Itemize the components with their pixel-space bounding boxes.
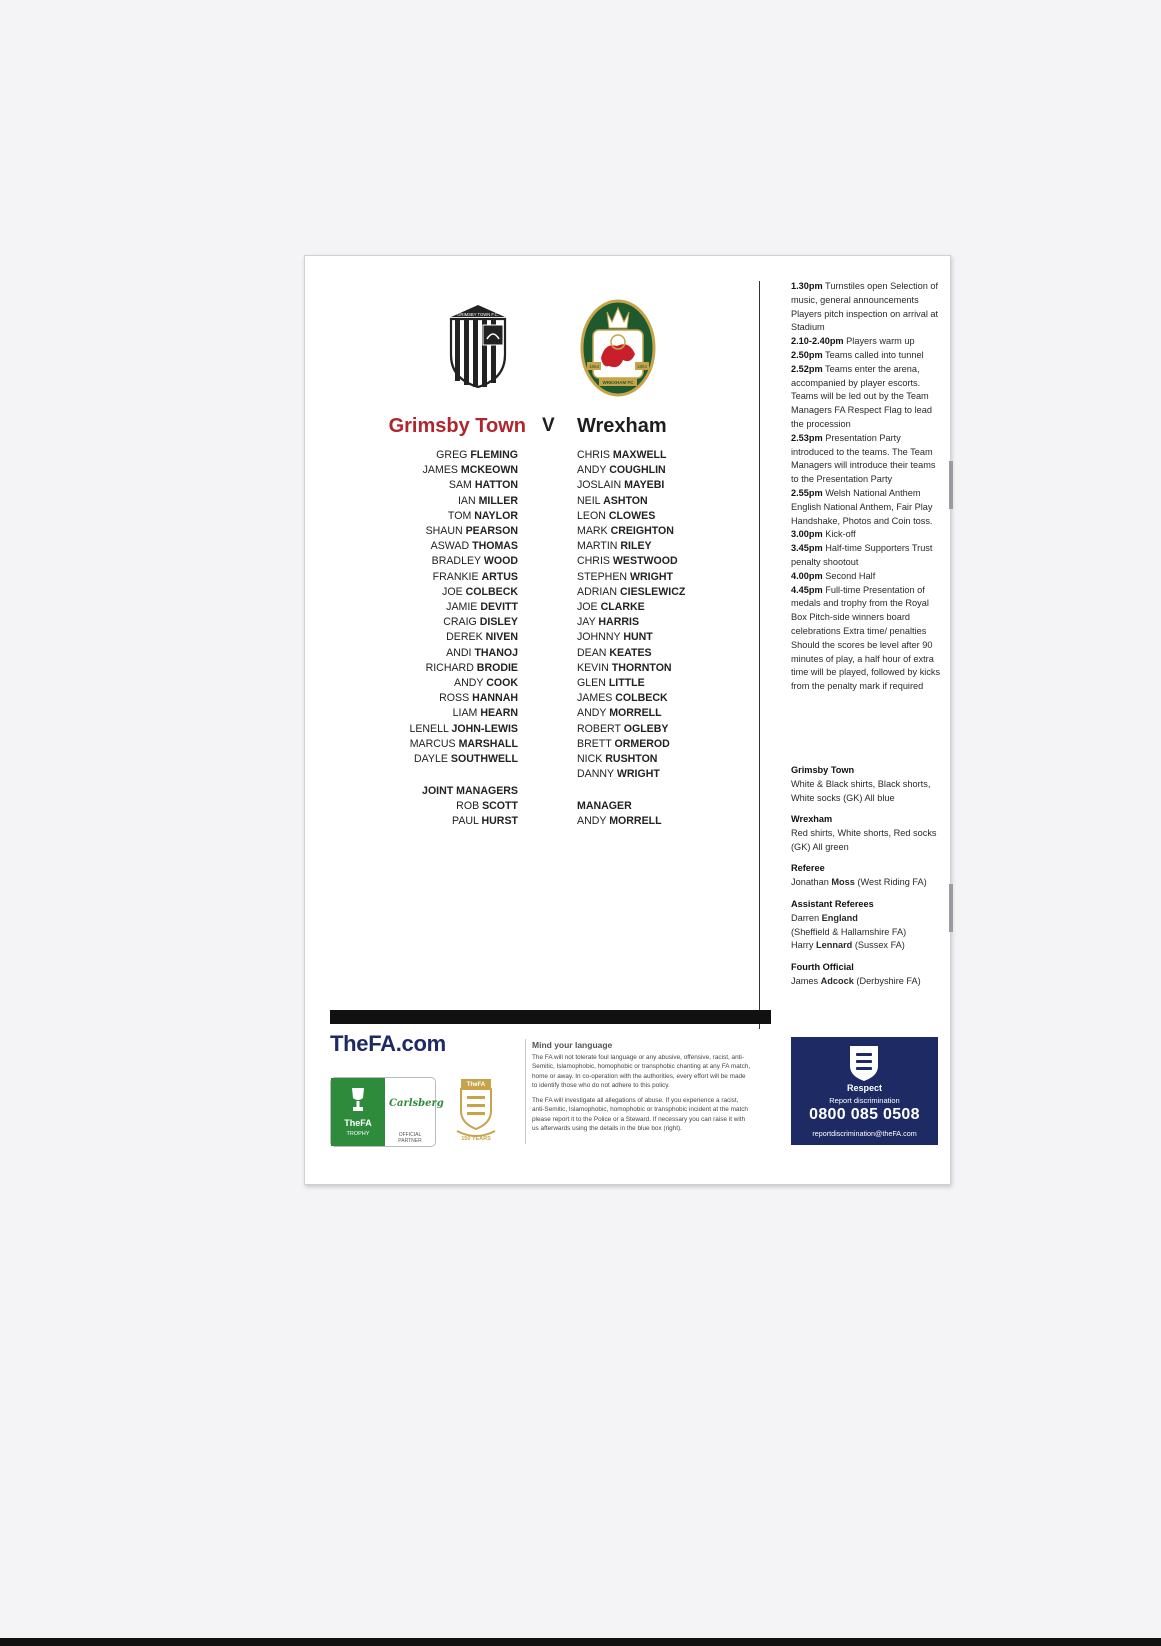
schedule-text: Full-time Presentation of medals and trophy from the Royal Box Pitch-side winners board celebrations Extra time/ penalties Should the scores be level after 90 minutes of play, a half hour of extra time will be played, followed by kicks from the penalty mark if required [791, 584, 941, 692]
assistant-referees-info [791, 898, 941, 953]
carlsberg-logo: Carlsberg [389, 1098, 444, 1109]
thefa-website: TheFA.com [330, 1031, 446, 1056]
schedule-text: Players warm up [843, 336, 915, 347]
player-first-name: JOE [577, 601, 598, 614]
player-last-name: FLEMING [470, 449, 518, 461]
player-row [577, 737, 685, 752]
player-last-name: NIVEN [485, 631, 518, 644]
player-last-name: RUSHTON [605, 753, 658, 766]
referee-heading: Referee [791, 863, 825, 873]
schedule-time: 2.55pm [791, 487, 823, 498]
england-three-lions-icon [848, 1044, 880, 1082]
wrexham-crest-text: WREXHAM FC [602, 380, 634, 385]
home-management [422, 784, 518, 830]
player-first-name: IAN [457, 494, 476, 507]
player-first-name: JAY [577, 616, 596, 629]
player-last-name: COUGHLIN [609, 464, 666, 477]
match-headline [305, 415, 745, 443]
respect-title: Respect [846, 1083, 882, 1093]
referee-county: (West Riding FA) [854, 876, 927, 887]
player-row [409, 691, 518, 706]
player-first-name: BRETT [577, 737, 612, 750]
schedule-item [791, 280, 941, 335]
fourth-last-name: Adcock [820, 975, 854, 986]
fa150-top-label: TheFA [466, 1082, 486, 1088]
staple-mark [949, 461, 953, 509]
wrexham-crest-logo [579, 298, 657, 398]
home-kit [791, 764, 941, 805]
manager-row [422, 799, 518, 814]
schedule-item [791, 432, 941, 487]
schedule-item [791, 349, 941, 363]
fa150-years-label: 150 YEARS [461, 1136, 491, 1142]
schedule-text: Presentation Party introduced to the teams. The Team Managers will introduce their teams to the Presentation Party [791, 432, 936, 485]
black-divider-bar [330, 1010, 771, 1024]
player-first-name: DANNY [577, 768, 614, 781]
player-row [577, 767, 685, 782]
fourth-official-line [791, 975, 941, 989]
player-first-name: JOE [442, 585, 463, 598]
grimsby-crest-text: GRIMSBY TOWN F.C. [457, 312, 499, 317]
player-row [577, 524, 685, 539]
grimsby-crest-logo [447, 303, 509, 389]
player-row [577, 448, 685, 463]
player-row [409, 646, 518, 661]
schedule-item [791, 335, 941, 349]
player-row [409, 676, 518, 691]
player-first-name: JAMES [577, 692, 613, 705]
player-first-name: SHAUN [425, 525, 463, 538]
player-last-name: HARRIS [598, 616, 640, 629]
player-first-name: ANDY [454, 677, 484, 690]
player-first-name: JOHNNY [577, 631, 621, 644]
player-last-name: COLBECK [465, 585, 518, 598]
player-row [409, 630, 518, 645]
player-last-name: PEARSON [465, 525, 518, 538]
player-first-name: LENELL [409, 722, 449, 735]
player-first-name: TOM [447, 509, 472, 522]
player-first-name: PAUL [452, 815, 479, 828]
mind-your-language-title: Mind your language [532, 1040, 613, 1050]
player-first-name: ROB [456, 800, 480, 813]
schedule-text: Half-time Supporters Trust penalty shootout [791, 543, 933, 567]
fa-150-years-logo [451, 1077, 501, 1147]
schedule-item [791, 584, 941, 694]
ar2-county: (Sussex FA) [852, 940, 905, 951]
player-row [409, 478, 518, 493]
player-row [409, 570, 518, 585]
fourth-first-name: James [791, 975, 819, 986]
player-first-name: LIAM [452, 707, 478, 720]
schedule-item [791, 363, 941, 432]
player-first-name: ROSS [439, 692, 470, 705]
player-row [577, 478, 685, 493]
player-last-name: NAYLOR [474, 509, 518, 522]
player-first-name: MARCUS [409, 737, 456, 750]
player-first-name: ANDY [577, 707, 607, 720]
player-row [409, 600, 518, 615]
player-row [409, 661, 518, 676]
player-last-name: OGLEBY [623, 722, 669, 735]
player-last-name: CLARKE [600, 601, 645, 614]
mind-your-language-para: The FA will not tolerate foul language or any abusive, offensive, racist, anti-Semitic, Islamophobic, homophobic or transphobic chanting at any FA match, home or away. In co-operation with the authorities, every effort will be made to identify those who do not adhere to this policy. [532, 1053, 751, 1089]
schedule-time: 1.30pm [791, 281, 823, 291]
player-last-name: WRIGHT [630, 570, 673, 583]
ar1-first-name: Darren [791, 912, 820, 923]
home-management-title: JOINT MANAGERS [422, 785, 518, 797]
schedule-item [791, 570, 941, 584]
schedule-time: 4.45pm [791, 584, 823, 595]
versus-label: V [542, 415, 555, 436]
manager-row [422, 814, 518, 829]
player-first-name: CHRIS [577, 449, 610, 461]
player-last-name: ORMEROD [614, 737, 670, 750]
ar2-first-name: Harry [791, 940, 814, 951]
player-first-name: ADRIAN [577, 585, 618, 598]
player-last-name: MCKEOWN [460, 464, 518, 477]
player-row [409, 615, 518, 630]
player-first-name: STEPHEN [577, 570, 628, 583]
fa-trophy-carlsberg-logo [330, 1077, 444, 1147]
player-row [577, 509, 685, 524]
player-first-name: NICK [577, 753, 603, 766]
mind-your-language-para: The FA will investigate all allegations of abuse. If you experience a racist, anti-Semitic, Islamophobic, homophobic or transphobic incident at the match please report it to the Police or a Steward. If necessary you can raise it with us afterwards using the details in the blue box (right). [532, 1096, 748, 1132]
player-last-name: BRODIE [476, 661, 518, 674]
away-team-name: Wrexham [577, 415, 667, 437]
player-first-name: MARTIN [577, 540, 618, 553]
schedule-text: Second Half [822, 570, 876, 581]
schedule-time: 2.10-2.40pm [791, 336, 844, 347]
referee-line [791, 876, 941, 890]
player-first-name: DEREK [446, 631, 483, 644]
player-last-name: MORRELL [609, 707, 662, 720]
player-first-name: BRADLEY [431, 555, 481, 568]
player-last-name: WOOD [483, 555, 518, 568]
home-team-name: Grimsby Town [388, 415, 526, 437]
player-first-name: FRANKIE [432, 570, 479, 583]
player-row [577, 539, 685, 554]
away-kit-heading: Wrexham [791, 814, 833, 824]
referee-info [791, 862, 941, 890]
schedule-text: Turnstiles open Selection of music, general announcements Players pitch inspection on arrival at Stadium [791, 281, 939, 333]
footer-separator [525, 1039, 526, 1144]
player-row [577, 463, 685, 478]
schedule-text: Teams called into tunnel [822, 349, 924, 360]
player-last-name: LITTLE [608, 677, 645, 690]
assistant-referee-line [791, 939, 941, 953]
respect-box [791, 1037, 938, 1145]
player-row [577, 600, 685, 615]
player-row [409, 463, 518, 478]
player-row [577, 661, 685, 676]
player-last-name: HUNT [623, 631, 653, 644]
fourth-county: (Derbyshire FA) [853, 975, 921, 986]
schedule-time: 2.53pm [791, 432, 823, 443]
player-row [577, 646, 685, 661]
wrexham-crest-year: 1864 [588, 364, 600, 369]
column-divider [759, 281, 760, 1029]
player-row [577, 752, 685, 767]
player-row [577, 570, 685, 585]
player-first-name: RICHARD [425, 661, 474, 674]
player-last-name: HATTON [474, 479, 518, 492]
player-first-name: GREG [436, 449, 468, 461]
player-row [409, 524, 518, 539]
player-last-name: ASHTON [603, 494, 648, 507]
player-last-name: DEVITT [480, 601, 518, 614]
player-last-name: HEARN [480, 707, 518, 720]
player-row [409, 539, 518, 554]
player-last-name: CREIGHTON [610, 525, 674, 538]
programme-back-page [304, 255, 951, 1185]
player-row [409, 737, 518, 752]
player-row [409, 706, 518, 721]
schedule-text: Teams enter the arena, accompanied by player escorts. Teams will be led out by the Team Managers FA Respect Flag to lead the procession [791, 363, 932, 429]
away-squad-list [577, 448, 685, 782]
player-last-name: MAYEBI [624, 479, 665, 492]
player-first-name: ASWAD [430, 540, 470, 553]
ar1-last-name: England [821, 912, 858, 923]
schedule-text: Kick-off [822, 529, 856, 540]
player-last-name: DISLEY [479, 616, 518, 629]
referee-last-name: Moss [831, 876, 855, 887]
player-last-name: WRIGHT [616, 768, 660, 781]
player-first-name: ANDY [577, 464, 607, 477]
away-kit-text: Red shirts, White shorts, Red socks (GK) All green [791, 827, 937, 852]
player-row [409, 448, 518, 463]
discrimination-email: reportdiscrimination@theFA.com [812, 1129, 917, 1138]
player-last-name: MARSHALL [458, 737, 518, 750]
manager-row [577, 814, 662, 829]
player-last-name: MORRELL [609, 815, 662, 828]
player-row [577, 494, 685, 509]
staple-mark [949, 884, 953, 932]
player-last-name: WESTWOOD [612, 555, 678, 568]
away-management-title: MANAGER [577, 800, 632, 812]
assistant-referee-county: (Sheffield & Hallamshire FA) [791, 926, 907, 937]
player-row [409, 722, 518, 737]
schedule-item [791, 542, 941, 570]
player-row [577, 630, 685, 645]
schedule-time: 3.00pm [791, 529, 823, 540]
trophy-icon [349, 1086, 367, 1114]
assistant-referee-line [791, 912, 941, 926]
player-first-name: ANDY [577, 815, 607, 828]
schedule-time: 2.50pm [791, 349, 823, 360]
mind-your-language-notice [532, 1041, 752, 1139]
player-last-name: THORNTON [611, 661, 672, 674]
player-first-name: KEVIN [577, 661, 609, 674]
player-row [409, 585, 518, 600]
ar2-last-name: Lennard [816, 940, 853, 951]
player-last-name: THANOJ [474, 646, 518, 659]
wrexham-crest-year: 1864 [636, 364, 648, 369]
player-row [577, 722, 685, 737]
trophy-fa-label: TheFA [344, 1118, 372, 1128]
player-first-name: NEIL [577, 494, 601, 507]
player-row [577, 691, 685, 706]
player-first-name: CRAIG [443, 616, 477, 629]
player-last-name: SCOTT [482, 800, 518, 813]
schedule-time: 3.45pm [791, 543, 823, 554]
player-row [409, 494, 518, 509]
official-partner-label: OFFICIAL PARTNER [398, 1132, 422, 1144]
player-last-name: CIESLEWICZ [619, 585, 686, 598]
player-row [409, 554, 518, 569]
schedule-item [791, 487, 941, 528]
home-kit-text: White & Black shirts, Black shorts, White socks (GK) All blue [791, 778, 931, 803]
home-squad-list [409, 448, 518, 767]
schedule-time: 2.52pm [791, 363, 823, 374]
player-last-name: COOK [486, 677, 518, 690]
player-last-name: HURST [481, 815, 518, 828]
player-last-name: MAXWELL [612, 449, 667, 461]
schedule-time: 4.00pm [791, 570, 823, 581]
referee-first-name: Jonathan [791, 876, 829, 887]
player-first-name: DEAN [577, 646, 607, 659]
player-first-name: JAMIE [446, 601, 478, 614]
player-last-name: THOMAS [472, 540, 518, 553]
player-last-name: JOHN-LEWIS [451, 722, 518, 735]
schedule-text: Welsh National Anthem English National Anthem, Fair Play Handshake, Photos and Coin toss. [791, 487, 933, 526]
assistant-referees-heading: Assistant Referees [791, 899, 874, 909]
player-first-name: JAMES [422, 464, 458, 477]
player-last-name: RILEY [620, 540, 652, 553]
player-row [577, 554, 685, 569]
scan-edge [0, 1638, 1161, 1646]
player-last-name: HANNAH [472, 692, 518, 705]
player-first-name: SAM [448, 479, 472, 492]
player-row [577, 706, 685, 721]
player-last-name: CLOWES [608, 509, 656, 522]
player-first-name: LEON [577, 509, 606, 522]
player-last-name: COLBECK [615, 692, 668, 705]
player-first-name: ANDI [446, 646, 472, 659]
home-kit-heading: Grimsby Town [791, 765, 855, 775]
fourth-official-heading: Fourth Official [791, 962, 854, 972]
player-first-name: GLEN [577, 677, 606, 690]
player-first-name: MARK [577, 525, 608, 538]
trophy-label: TROPHY [346, 1131, 370, 1137]
player-row [577, 615, 685, 630]
player-row [577, 585, 685, 600]
player-row [409, 752, 518, 767]
matchday-schedule [791, 280, 941, 694]
player-last-name: SOUTHWELL [450, 753, 518, 766]
away-kit [791, 813, 941, 854]
player-first-name: DAYLE [413, 753, 448, 766]
away-management [577, 799, 662, 829]
player-first-name: ROBERT [577, 722, 621, 735]
player-first-name: CHRIS [577, 555, 610, 568]
player-row [409, 509, 518, 524]
discrimination-phone: 0800 085 0508 [809, 1106, 920, 1123]
fourth-official-info [791, 961, 941, 989]
player-first-name: JOSLAIN [577, 479, 622, 492]
player-last-name: ARTUS [481, 570, 518, 583]
player-last-name: KEATES [609, 646, 652, 659]
schedule-item [791, 528, 941, 542]
respect-subtitle: Report discrimination [829, 1096, 900, 1105]
player-row [577, 676, 685, 691]
player-last-name: MILLER [478, 494, 518, 507]
fa-trophy-panel [331, 1078, 385, 1146]
